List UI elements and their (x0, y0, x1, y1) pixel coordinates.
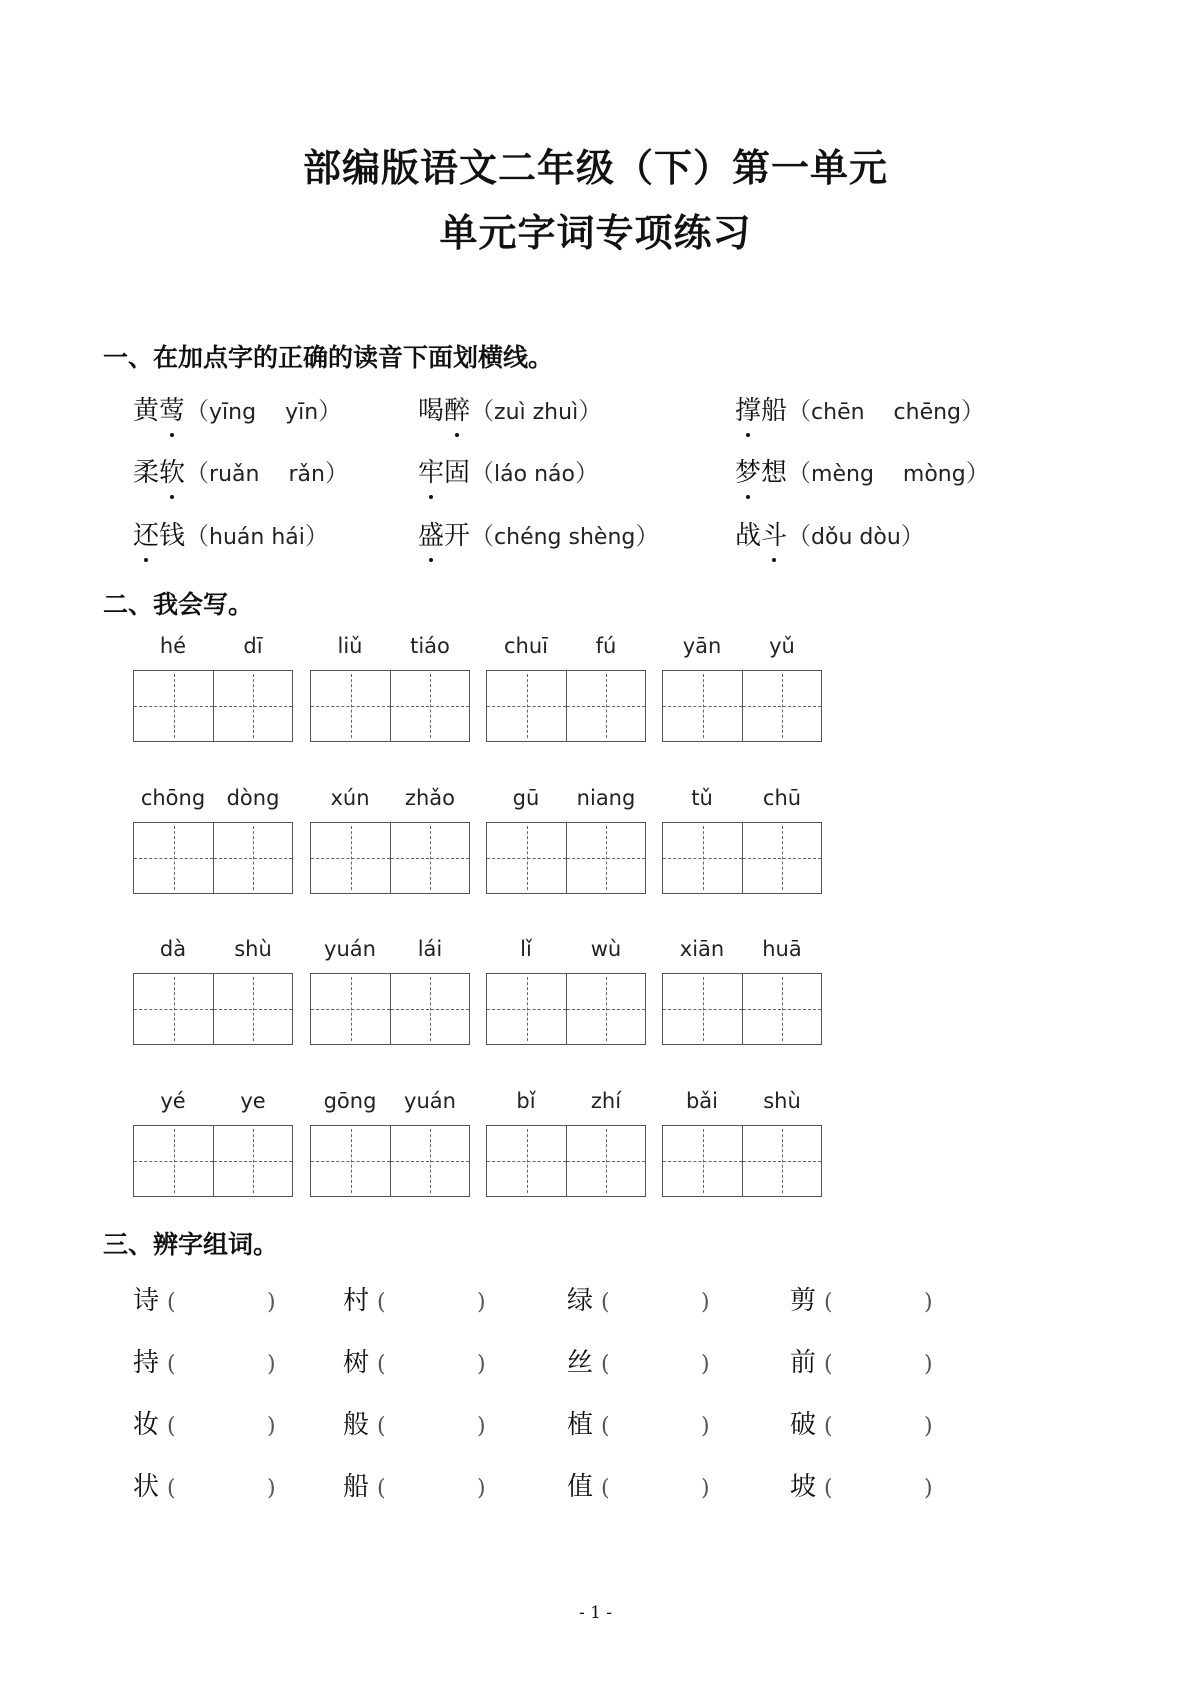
writing-cell[interactable] (134, 1126, 213, 1196)
pinyin-label: yuán (324, 937, 376, 961)
pronunciation-item (418, 515, 659, 552)
character: 想 (761, 458, 788, 488)
character: 树 (343, 1348, 370, 1378)
word-building-item (133, 1404, 276, 1441)
pinyin-label: yuán (404, 1089, 456, 1113)
pinyin-label: yǔ (769, 634, 795, 658)
writing-cell[interactable] (566, 1126, 645, 1196)
writing-cell[interactable] (487, 974, 566, 1044)
writing-cell[interactable] (566, 974, 645, 1044)
writing-cell[interactable] (390, 1126, 469, 1196)
word (418, 452, 470, 489)
pronunciation-item (133, 390, 342, 427)
pinyin-label: shù (763, 1089, 801, 1113)
pronunciation-item (735, 390, 985, 427)
pinyin-options[interactable]: ruǎn rǎn (209, 462, 325, 487)
pinyin-label: yān (682, 634, 722, 658)
character: 喝 (418, 396, 445, 426)
right-paren: ) (701, 1476, 710, 1501)
character: 前 (790, 1348, 817, 1378)
pinyin-label: chū (762, 786, 802, 810)
tianzige-boxes (662, 822, 822, 894)
writing-cell[interactable] (213, 1126, 292, 1196)
character: 持 (133, 1348, 160, 1378)
character: 船 (343, 1472, 370, 1502)
word-building-item (343, 1342, 486, 1379)
pinyin-label: wù (590, 937, 622, 961)
writing-cell[interactable] (213, 974, 292, 1044)
pronunciation-item (418, 390, 602, 427)
answer-blank[interactable]: ( (377, 1352, 386, 1377)
pronunciation-item (735, 515, 925, 552)
left-paren: （ (787, 522, 812, 550)
character: 状 (133, 1472, 160, 1502)
left-paren: （ (787, 459, 812, 487)
word-building-item (567, 1342, 710, 1379)
word-building-item (567, 1280, 710, 1317)
pronunciation-item (133, 452, 349, 489)
right-paren: ) (701, 1414, 710, 1439)
pinyin-label: yé (160, 1089, 186, 1113)
right-paren: ) (477, 1352, 486, 1377)
answer-blank[interactable]: ( (824, 1414, 833, 1439)
writing-cell[interactable] (213, 671, 292, 741)
word-building-item (567, 1466, 710, 1503)
right-paren: ) (267, 1414, 276, 1439)
right-paren: ） (304, 522, 329, 550)
tianzige-boxes (486, 1125, 646, 1197)
right-paren: ) (924, 1476, 933, 1501)
word-building-item (790, 1342, 933, 1379)
pinyin-options[interactable]: láo náo (494, 462, 575, 487)
right-paren: ） (318, 397, 343, 425)
grid-row (0, 937, 1191, 1067)
word (418, 515, 470, 552)
right-paren: ) (701, 1290, 710, 1315)
pinyin-label: dà (159, 937, 187, 961)
pinyin-options[interactable]: chēn chēng (811, 400, 962, 425)
writing-cell[interactable] (663, 671, 742, 741)
answer-blank[interactable]: ( (167, 1476, 176, 1501)
writing-cell[interactable] (487, 671, 566, 741)
word-building-item (567, 1404, 710, 1441)
character: 破 (790, 1410, 817, 1440)
page-title: 部编版语文二年级（下）第一单元 (302, 145, 888, 190)
answer-blank[interactable]: ( (377, 1290, 386, 1315)
pinyin-label: bǎi (685, 1089, 719, 1113)
pinyin-label: huā (762, 937, 802, 961)
word-building-item (133, 1280, 276, 1317)
character: 诗 (133, 1286, 160, 1316)
word-building-item (790, 1466, 933, 1503)
pinyin-label: shù (234, 937, 272, 961)
pinyin-label: lái (417, 937, 443, 961)
tianzige-boxes (133, 670, 293, 742)
pinyin-options[interactable]: huán hái (209, 525, 305, 550)
character: 坡 (790, 1472, 817, 1502)
writing-cell[interactable] (311, 974, 390, 1044)
answer-blank[interactable]: ( (167, 1290, 176, 1315)
left-paren: （ (787, 397, 812, 425)
right-paren: ) (924, 1290, 933, 1315)
right-paren: ） (574, 459, 599, 487)
section-1-heading: 一、在加点字的正确的读音下面划横线。 (103, 343, 554, 372)
right-paren: ) (477, 1476, 486, 1501)
character: 钱 (159, 521, 186, 551)
writing-cell[interactable] (311, 671, 390, 741)
left-paren: （ (185, 459, 210, 487)
right-paren: ) (267, 1352, 276, 1377)
tianzige-boxes (133, 973, 293, 1045)
pinyin-label: zhǎo (404, 786, 456, 810)
writing-cell[interactable] (742, 823, 821, 893)
right-paren: ) (267, 1476, 276, 1501)
tianzige-boxes (662, 973, 822, 1045)
pinyin-label: lǐ (520, 937, 532, 961)
character: 植 (567, 1410, 594, 1440)
tianzige-boxes (310, 670, 470, 742)
writing-cell[interactable] (742, 671, 821, 741)
character: 黄 (133, 396, 160, 426)
word-building-item (343, 1466, 486, 1503)
word-building-item (133, 1466, 276, 1503)
writing-cell[interactable] (487, 823, 566, 893)
answer-blank[interactable]: ( (377, 1414, 386, 1439)
word-building-item (790, 1280, 933, 1317)
writing-cell[interactable] (311, 823, 390, 893)
writing-cell[interactable] (134, 974, 213, 1044)
answer-blank[interactable]: ( (167, 1414, 176, 1439)
pinyin-options[interactable]: yīng yīn (209, 400, 319, 425)
writing-cell[interactable] (663, 1126, 742, 1196)
page-number: - 1 - (578, 1603, 613, 1623)
writing-cell[interactable] (742, 974, 821, 1044)
pinyin-label: niang (576, 786, 636, 810)
writing-cell[interactable] (390, 671, 469, 741)
character: 梦 (735, 452, 761, 489)
right-paren: ) (924, 1414, 933, 1439)
tianzige-boxes (133, 1125, 293, 1197)
character: 撑 (735, 390, 761, 427)
answer-blank[interactable]: ( (824, 1352, 833, 1377)
pinyin-label: gū (512, 786, 540, 810)
character: 软 (159, 452, 185, 489)
pinyin-label: tiáo (410, 634, 450, 658)
writing-cell[interactable] (134, 671, 213, 741)
writing-cell[interactable] (390, 974, 469, 1044)
right-paren: ） (965, 459, 990, 487)
pinyin-label: dòng (226, 786, 280, 810)
right-paren: ） (578, 397, 603, 425)
left-paren: （ (185, 522, 210, 550)
character: 值 (567, 1472, 594, 1502)
answer-blank[interactable]: ( (167, 1352, 176, 1377)
pinyin-label: dī (243, 634, 263, 658)
pinyin-label: chuī (504, 634, 548, 658)
left-paren: （ (470, 522, 495, 550)
pronunciation-item (735, 452, 990, 489)
pinyin-label: fú (595, 634, 617, 658)
answer-blank[interactable]: ( (601, 1414, 610, 1439)
word (418, 390, 470, 427)
writing-cell[interactable] (566, 671, 645, 741)
right-paren: ) (477, 1290, 486, 1315)
tianzige-boxes (310, 1125, 470, 1197)
section-3-heading: 三、辨字组词。 (103, 1230, 279, 1259)
pinyin-label: ye (240, 1089, 266, 1113)
right-paren: ) (267, 1290, 276, 1315)
answer-blank[interactable]: ( (377, 1476, 386, 1501)
character: 妆 (133, 1410, 160, 1440)
character: 固 (444, 458, 471, 488)
pinyin-label: zhí (590, 1089, 622, 1113)
character: 丝 (567, 1348, 594, 1378)
writing-cell[interactable] (134, 823, 213, 893)
right-paren: ) (701, 1352, 710, 1377)
pinyin-label: tǔ (691, 786, 713, 810)
tianzige-boxes (310, 973, 470, 1045)
character: 开 (444, 521, 471, 551)
character: 村 (343, 1286, 370, 1316)
character: 绿 (567, 1286, 594, 1316)
pinyin-label: hé (159, 634, 187, 658)
word (133, 452, 185, 489)
pronunciation-item (418, 452, 599, 489)
word (735, 452, 787, 489)
character: 盛 (418, 515, 444, 552)
pinyin-options[interactable]: chéng shèng (494, 525, 636, 550)
left-paren: （ (185, 397, 210, 425)
writing-cell[interactable] (390, 823, 469, 893)
character: 般 (343, 1410, 370, 1440)
grid-row (0, 634, 1191, 764)
pinyin-label: xiān (679, 937, 725, 961)
tianzige-boxes (662, 1125, 822, 1197)
writing-cell[interactable] (213, 823, 292, 893)
word-building-item (790, 1404, 933, 1441)
word (133, 390, 185, 427)
writing-cell[interactable] (663, 823, 742, 893)
writing-cell[interactable] (663, 974, 742, 1044)
tianzige-boxes (310, 822, 470, 894)
character: 莺 (159, 390, 185, 427)
grid-row (0, 786, 1191, 916)
character: 牢 (418, 452, 444, 489)
word-building-item (133, 1342, 276, 1379)
answer-blank[interactable]: ( (601, 1290, 610, 1315)
left-paren: （ (470, 397, 495, 425)
word-building-item (343, 1280, 486, 1317)
right-paren: ） (635, 522, 660, 550)
answer-blank[interactable]: ( (824, 1476, 833, 1501)
right-paren: ） (900, 522, 925, 550)
pinyin-label: gōng (323, 1089, 377, 1113)
left-paren: （ (470, 459, 495, 487)
writing-cell[interactable] (566, 823, 645, 893)
pronunciation-item (133, 515, 329, 552)
right-paren: ) (477, 1414, 486, 1439)
character: 醉 (444, 390, 470, 427)
word (133, 515, 185, 552)
character: 船 (761, 396, 788, 426)
pinyin-options[interactable]: zuì zhuì (494, 400, 579, 425)
writing-cell[interactable] (311, 1126, 390, 1196)
pinyin-options[interactable]: mèng mòng (811, 462, 966, 487)
character: 柔 (133, 458, 160, 488)
pinyin-label: bǐ (516, 1089, 536, 1113)
answer-blank[interactable]: ( (601, 1476, 610, 1501)
right-paren: ) (924, 1352, 933, 1377)
tianzige-boxes (662, 670, 822, 742)
word (735, 390, 787, 427)
right-paren: ） (324, 459, 349, 487)
writing-cell[interactable] (487, 1126, 566, 1196)
word-building-item (343, 1404, 486, 1441)
pinyin-label: xún (330, 786, 370, 810)
tianzige-boxes (133, 822, 293, 894)
character: 战 (735, 521, 762, 551)
tianzige-boxes (486, 822, 646, 894)
answer-blank[interactable]: ( (601, 1352, 610, 1377)
pinyin-label: liǔ (337, 634, 363, 658)
word (735, 515, 787, 552)
character: 斗 (761, 515, 787, 552)
page-subtitle: 单元字词专项练习 (439, 210, 752, 255)
character: 还 (133, 515, 159, 552)
answer-blank[interactable]: ( (824, 1290, 833, 1315)
grid-row (0, 1089, 1191, 1219)
tianzige-boxes (486, 670, 646, 742)
character: 剪 (790, 1286, 817, 1316)
section-2-heading: 二、我会写。 (103, 590, 254, 619)
writing-cell[interactable] (742, 1126, 821, 1196)
right-paren: ） (961, 397, 986, 425)
pinyin-options[interactable]: dǒu dòu (811, 525, 901, 550)
tianzige-boxes (486, 973, 646, 1045)
pinyin-label: chōng (140, 786, 206, 810)
